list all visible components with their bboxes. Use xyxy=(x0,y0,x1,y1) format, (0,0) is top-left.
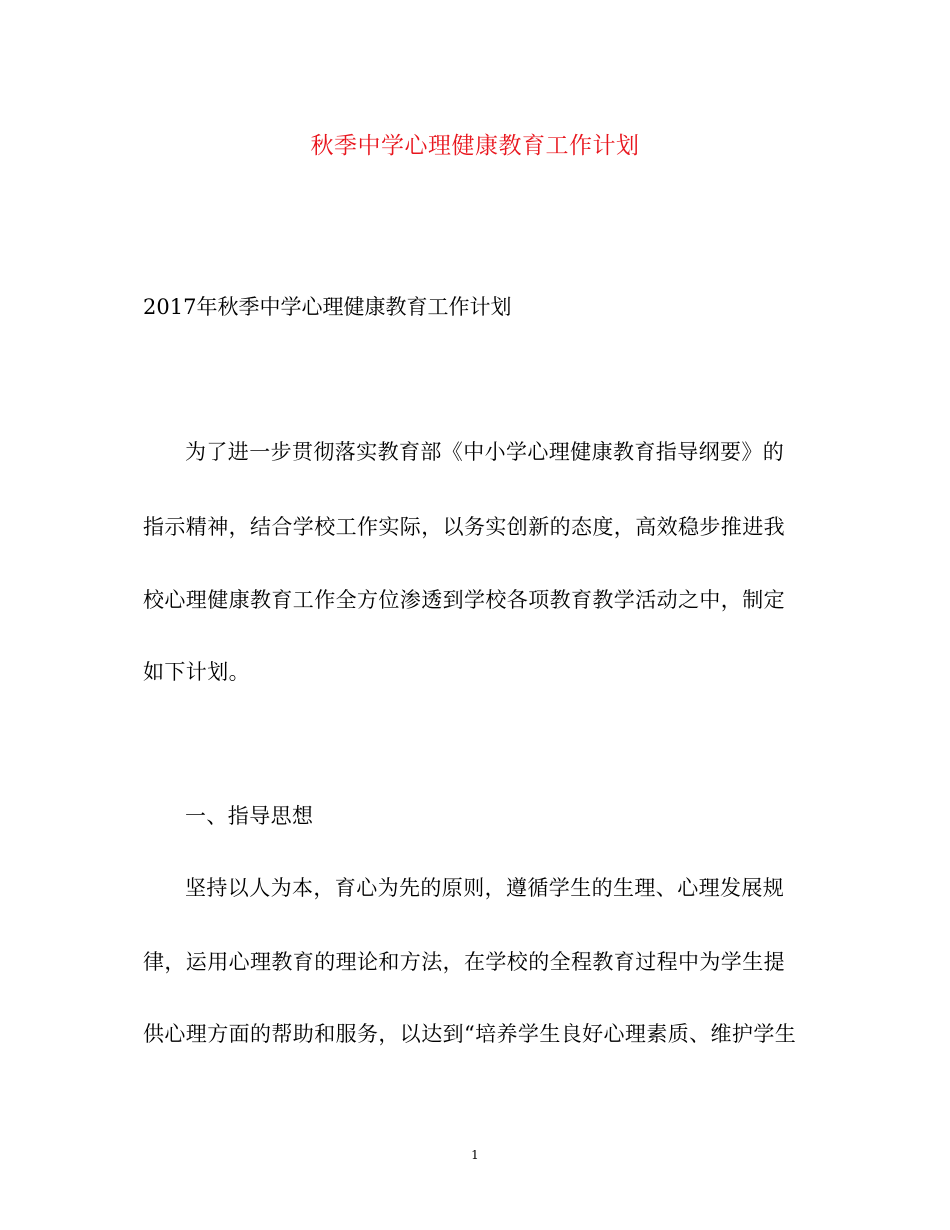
section-line: 供心理方面的帮助和服务，以达到“培养学生良好心理素质、维护学生 xyxy=(143,1022,797,1046)
document-title: 秋季中学心理健康教育工作计划 xyxy=(310,133,640,159)
intro-line: 如下计划。 xyxy=(143,660,250,684)
section-heading: 一、指导思想 xyxy=(185,804,314,828)
intro-line: 校心理健康教育工作全方位渗透到学校各项教育教学活动之中，制定 xyxy=(143,588,785,612)
section-line: 坚持以人为本，育心为先的原则，遵循学生的生理、心理发展规 xyxy=(185,876,785,900)
intro-line: 为了进一步贯彻落实教育部《中小学心理健康教育指导纲要》的 xyxy=(185,440,785,464)
page-number: 1 xyxy=(471,1148,479,1162)
section-line: 律，运用心理教育的理论和方法，在学校的全程教育过程中为学生提 xyxy=(143,950,785,974)
document-subtitle: 2017年秋季中学心理健康教育工作计划 xyxy=(143,295,512,319)
intro-line: 指示精神，结合学校工作实际，以务实创新的态度，高效稳步推进我 xyxy=(143,515,785,539)
